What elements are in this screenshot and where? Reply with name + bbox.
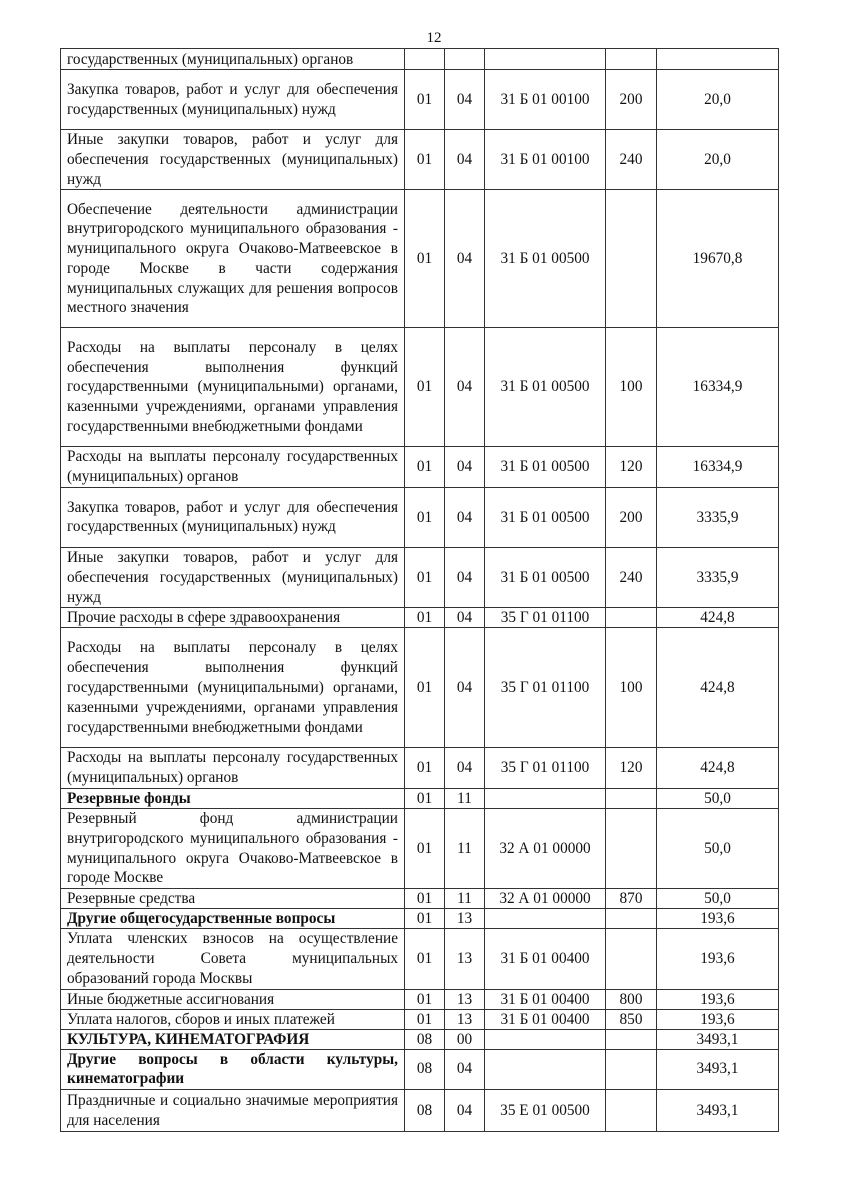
row-description: Иные закупки товаров, работ и услуг для обеспечения государственных (муниципальных) нужд: [61, 547, 405, 607]
row-amount: 193,6: [657, 909, 779, 929]
row-section-code: [405, 49, 445, 70]
row-subsection-code: 04: [445, 547, 485, 607]
row-subsection-code: 04: [445, 447, 485, 488]
row-description: Закупка товаров, работ и услуг для обеспечения государственных (муниципальных) нужд: [61, 70, 405, 130]
row-expense-type-code: 870: [606, 889, 657, 909]
row-subsection-code: 04: [445, 608, 485, 628]
row-target-article-code: 35 Е 01 00500: [485, 1090, 606, 1132]
row-target-article-code: 31 Б 01 00500: [485, 328, 606, 447]
row-target-article-code: 31 Б 01 00500: [485, 547, 606, 607]
row-subsection-code: 04: [445, 1090, 485, 1132]
row-expense-type-code: [606, 788, 657, 808]
row-expense-type-code: [606, 1029, 657, 1049]
row-amount: 424,8: [657, 608, 779, 628]
row-target-article-code: 31 Б 01 00500: [485, 447, 606, 488]
row-section-code: 01: [405, 608, 445, 628]
row-amount: 3493,1: [657, 1090, 779, 1132]
table-row: [61, 49, 779, 70]
table-row: [61, 909, 779, 929]
row-expense-type-code: 240: [606, 130, 657, 190]
row-target-article-code: 31 Б 01 00100: [485, 130, 606, 190]
row-section-code: 01: [405, 328, 445, 447]
table-row: [61, 1029, 779, 1049]
row-target-article-code: 32 А 01 00000: [485, 889, 606, 909]
row-amount: 50,0: [657, 808, 779, 888]
row-expense-type-code: [606, 49, 657, 70]
table-row: [61, 487, 779, 547]
table-row: [61, 788, 779, 808]
row-description: государственных (муниципальных) органов: [61, 49, 405, 70]
row-description: Резервные средства: [61, 889, 405, 909]
row-subsection-code: 04: [445, 190, 485, 328]
row-amount: 16334,9: [657, 328, 779, 447]
table-row: [61, 628, 779, 748]
row-target-article-code: [485, 909, 606, 929]
row-section-code: 01: [405, 788, 445, 808]
row-amount: 424,8: [657, 628, 779, 748]
row-amount: 3335,9: [657, 547, 779, 607]
row-target-article-code: 31 Б 01 00400: [485, 929, 606, 989]
row-description: Уплата налогов, сборов и иных платежей: [61, 1009, 405, 1029]
row-target-article-code: 32 А 01 00000: [485, 808, 606, 888]
row-subsection-code: 13: [445, 909, 485, 929]
row-expense-type-code: 120: [606, 447, 657, 488]
row-description: Другие общегосударственные вопросы: [61, 909, 405, 929]
row-target-article-code: 35 Г 01 01100: [485, 748, 606, 789]
row-amount: 19670,8: [657, 190, 779, 328]
row-subsection-code: 00: [445, 1029, 485, 1049]
row-amount: 424,8: [657, 748, 779, 789]
row-expense-type-code: [606, 808, 657, 888]
row-subsection-code: 13: [445, 929, 485, 989]
row-description: Прочие расходы в сфере здравоохранения: [61, 608, 405, 628]
row-amount: 193,6: [657, 989, 779, 1009]
row-description: Расходы на выплаты персоналу в целях обеспечения выполнения функций государственными (муниципальными) органами, казенными учреждениями, органами управления государственными внебюджетными фондами: [61, 628, 405, 748]
row-section-code: 08: [405, 1029, 445, 1049]
row-description: Уплата членских взносов на осуществление деятельности Совета муниципальных образований города Москвы: [61, 929, 405, 989]
table-row: [61, 608, 779, 628]
row-section-code: 01: [405, 487, 445, 547]
row-section-code: 08: [405, 1049, 445, 1090]
row-subsection-code: 04: [445, 1049, 485, 1090]
row-section-code: 01: [405, 547, 445, 607]
row-amount: 193,6: [657, 1009, 779, 1029]
row-target-article-code: 31 Б 01 00400: [485, 1009, 606, 1029]
row-section-code: 01: [405, 447, 445, 488]
row-subsection-code: 11: [445, 889, 485, 909]
row-amount: 193,6: [657, 929, 779, 989]
row-expense-type-code: 850: [606, 1009, 657, 1029]
table-row: [61, 70, 779, 130]
row-section-code: 01: [405, 989, 445, 1009]
row-section-code: 01: [405, 1009, 445, 1029]
table-row: [61, 447, 779, 488]
budget-table-body: [61, 49, 779, 1132]
row-section-code: 01: [405, 929, 445, 989]
row-amount: 16334,9: [657, 447, 779, 488]
row-subsection-code: 04: [445, 748, 485, 789]
row-section-code: 01: [405, 70, 445, 130]
row-amount: 3493,1: [657, 1049, 779, 1090]
row-description: Праздничные и социально значимые мероприятия для населения: [61, 1090, 405, 1132]
row-expense-type-code: [606, 1049, 657, 1090]
row-section-code: 01: [405, 889, 445, 909]
row-section-code: 01: [405, 808, 445, 888]
row-expense-type-code: [606, 190, 657, 328]
row-expense-type-code: [606, 929, 657, 989]
row-amount: 50,0: [657, 788, 779, 808]
row-expense-type-code: 200: [606, 70, 657, 130]
row-amount: 50,0: [657, 889, 779, 909]
row-expense-type-code: 100: [606, 328, 657, 447]
row-subsection-code: 04: [445, 628, 485, 748]
row-section-code: 01: [405, 130, 445, 190]
row-subsection-code: 04: [445, 328, 485, 447]
row-amount: 20,0: [657, 70, 779, 130]
row-target-article-code: 35 Г 01 01100: [485, 608, 606, 628]
table-row: [61, 1049, 779, 1090]
row-description: Резервные фонды: [61, 788, 405, 808]
row-description: Иные бюджетные ассигнования: [61, 989, 405, 1009]
table-row: [61, 130, 779, 190]
table-row: [61, 328, 779, 447]
row-description: Резервный фонд администрации внутригородского муниципального образования - муниципального округа Очаково-Матвеевское в городе Москве: [61, 808, 405, 888]
row-expense-type-code: 200: [606, 487, 657, 547]
row-description: Другие вопросы в области культуры, кинематографии: [61, 1049, 405, 1090]
row-amount: 3335,9: [657, 487, 779, 547]
row-subsection-code: 11: [445, 808, 485, 888]
row-subsection-code: 13: [445, 989, 485, 1009]
row-target-article-code: 31 Б 01 00400: [485, 989, 606, 1009]
table-row: [61, 1009, 779, 1029]
row-subsection-code: 13: [445, 1009, 485, 1029]
row-section-code: 01: [405, 628, 445, 748]
row-description: Расходы на выплаты персоналу в целях обеспечения выполнения функций государственными (муниципальными) органами, казенными учреждениями, органами управления государственными внебюджетными фондами: [61, 328, 405, 447]
row-expense-type-code: [606, 909, 657, 929]
row-target-article-code: 31 Б 01 00500: [485, 190, 606, 328]
row-expense-type-code: 120: [606, 748, 657, 789]
row-subsection-code: 04: [445, 487, 485, 547]
row-amount: 20,0: [657, 130, 779, 190]
page-number: 12: [426, 30, 442, 46]
row-description: Расходы на выплаты персоналу государственных (муниципальных) органов: [61, 447, 405, 488]
budget-table: [60, 48, 779, 1132]
row-target-article-code: 31 Б 01 00100: [485, 70, 606, 130]
row-subsection-code: 04: [445, 70, 485, 130]
table-row: [61, 748, 779, 789]
table-row: [61, 989, 779, 1009]
row-target-article-code: [485, 1029, 606, 1049]
row-section-code: 01: [405, 190, 445, 328]
row-target-article-code: 31 Б 01 00500: [485, 487, 606, 547]
row-expense-type-code: 100: [606, 628, 657, 748]
table-row: [61, 1090, 779, 1132]
row-description: Обеспечение деятельности администрации внутригородского муниципального образования - муниципального округа Очаково-Матвеевское в городе Москве в части содержания муниципальных служащих для решения вопросов местного значения: [61, 190, 405, 328]
row-subsection-code: [445, 49, 485, 70]
table-row: [61, 889, 779, 909]
row-subsection-code: 11: [445, 788, 485, 808]
table-row: [61, 547, 779, 607]
table-row: [61, 190, 779, 328]
row-target-article-code: [485, 788, 606, 808]
row-target-article-code: [485, 49, 606, 70]
row-expense-type-code: [606, 608, 657, 628]
row-description: Расходы на выплаты персоналу государственных (муниципальных) органов: [61, 748, 405, 789]
row-description: Закупка товаров, работ и услуг для обеспечения государственных (муниципальных) нужд: [61, 487, 405, 547]
row-amount: [657, 49, 779, 70]
row-expense-type-code: [606, 1090, 657, 1132]
row-subsection-code: 04: [445, 130, 485, 190]
row-target-article-code: 35 Г 01 01100: [485, 628, 606, 748]
row-description: Иные закупки товаров, работ и услуг для обеспечения государственных (муниципальных) нужд: [61, 130, 405, 190]
row-expense-type-code: 240: [606, 547, 657, 607]
row-section-code: 08: [405, 1090, 445, 1132]
row-amount: 3493,1: [657, 1029, 779, 1049]
row-section-code: 01: [405, 748, 445, 789]
row-section-code: 01: [405, 909, 445, 929]
row-description: КУЛЬТУРА, КИНЕМАТОГРАФИЯ: [61, 1029, 405, 1049]
row-expense-type-code: 800: [606, 989, 657, 1009]
table-row: [61, 929, 779, 989]
row-target-article-code: [485, 1049, 606, 1090]
table-row: [61, 808, 779, 888]
